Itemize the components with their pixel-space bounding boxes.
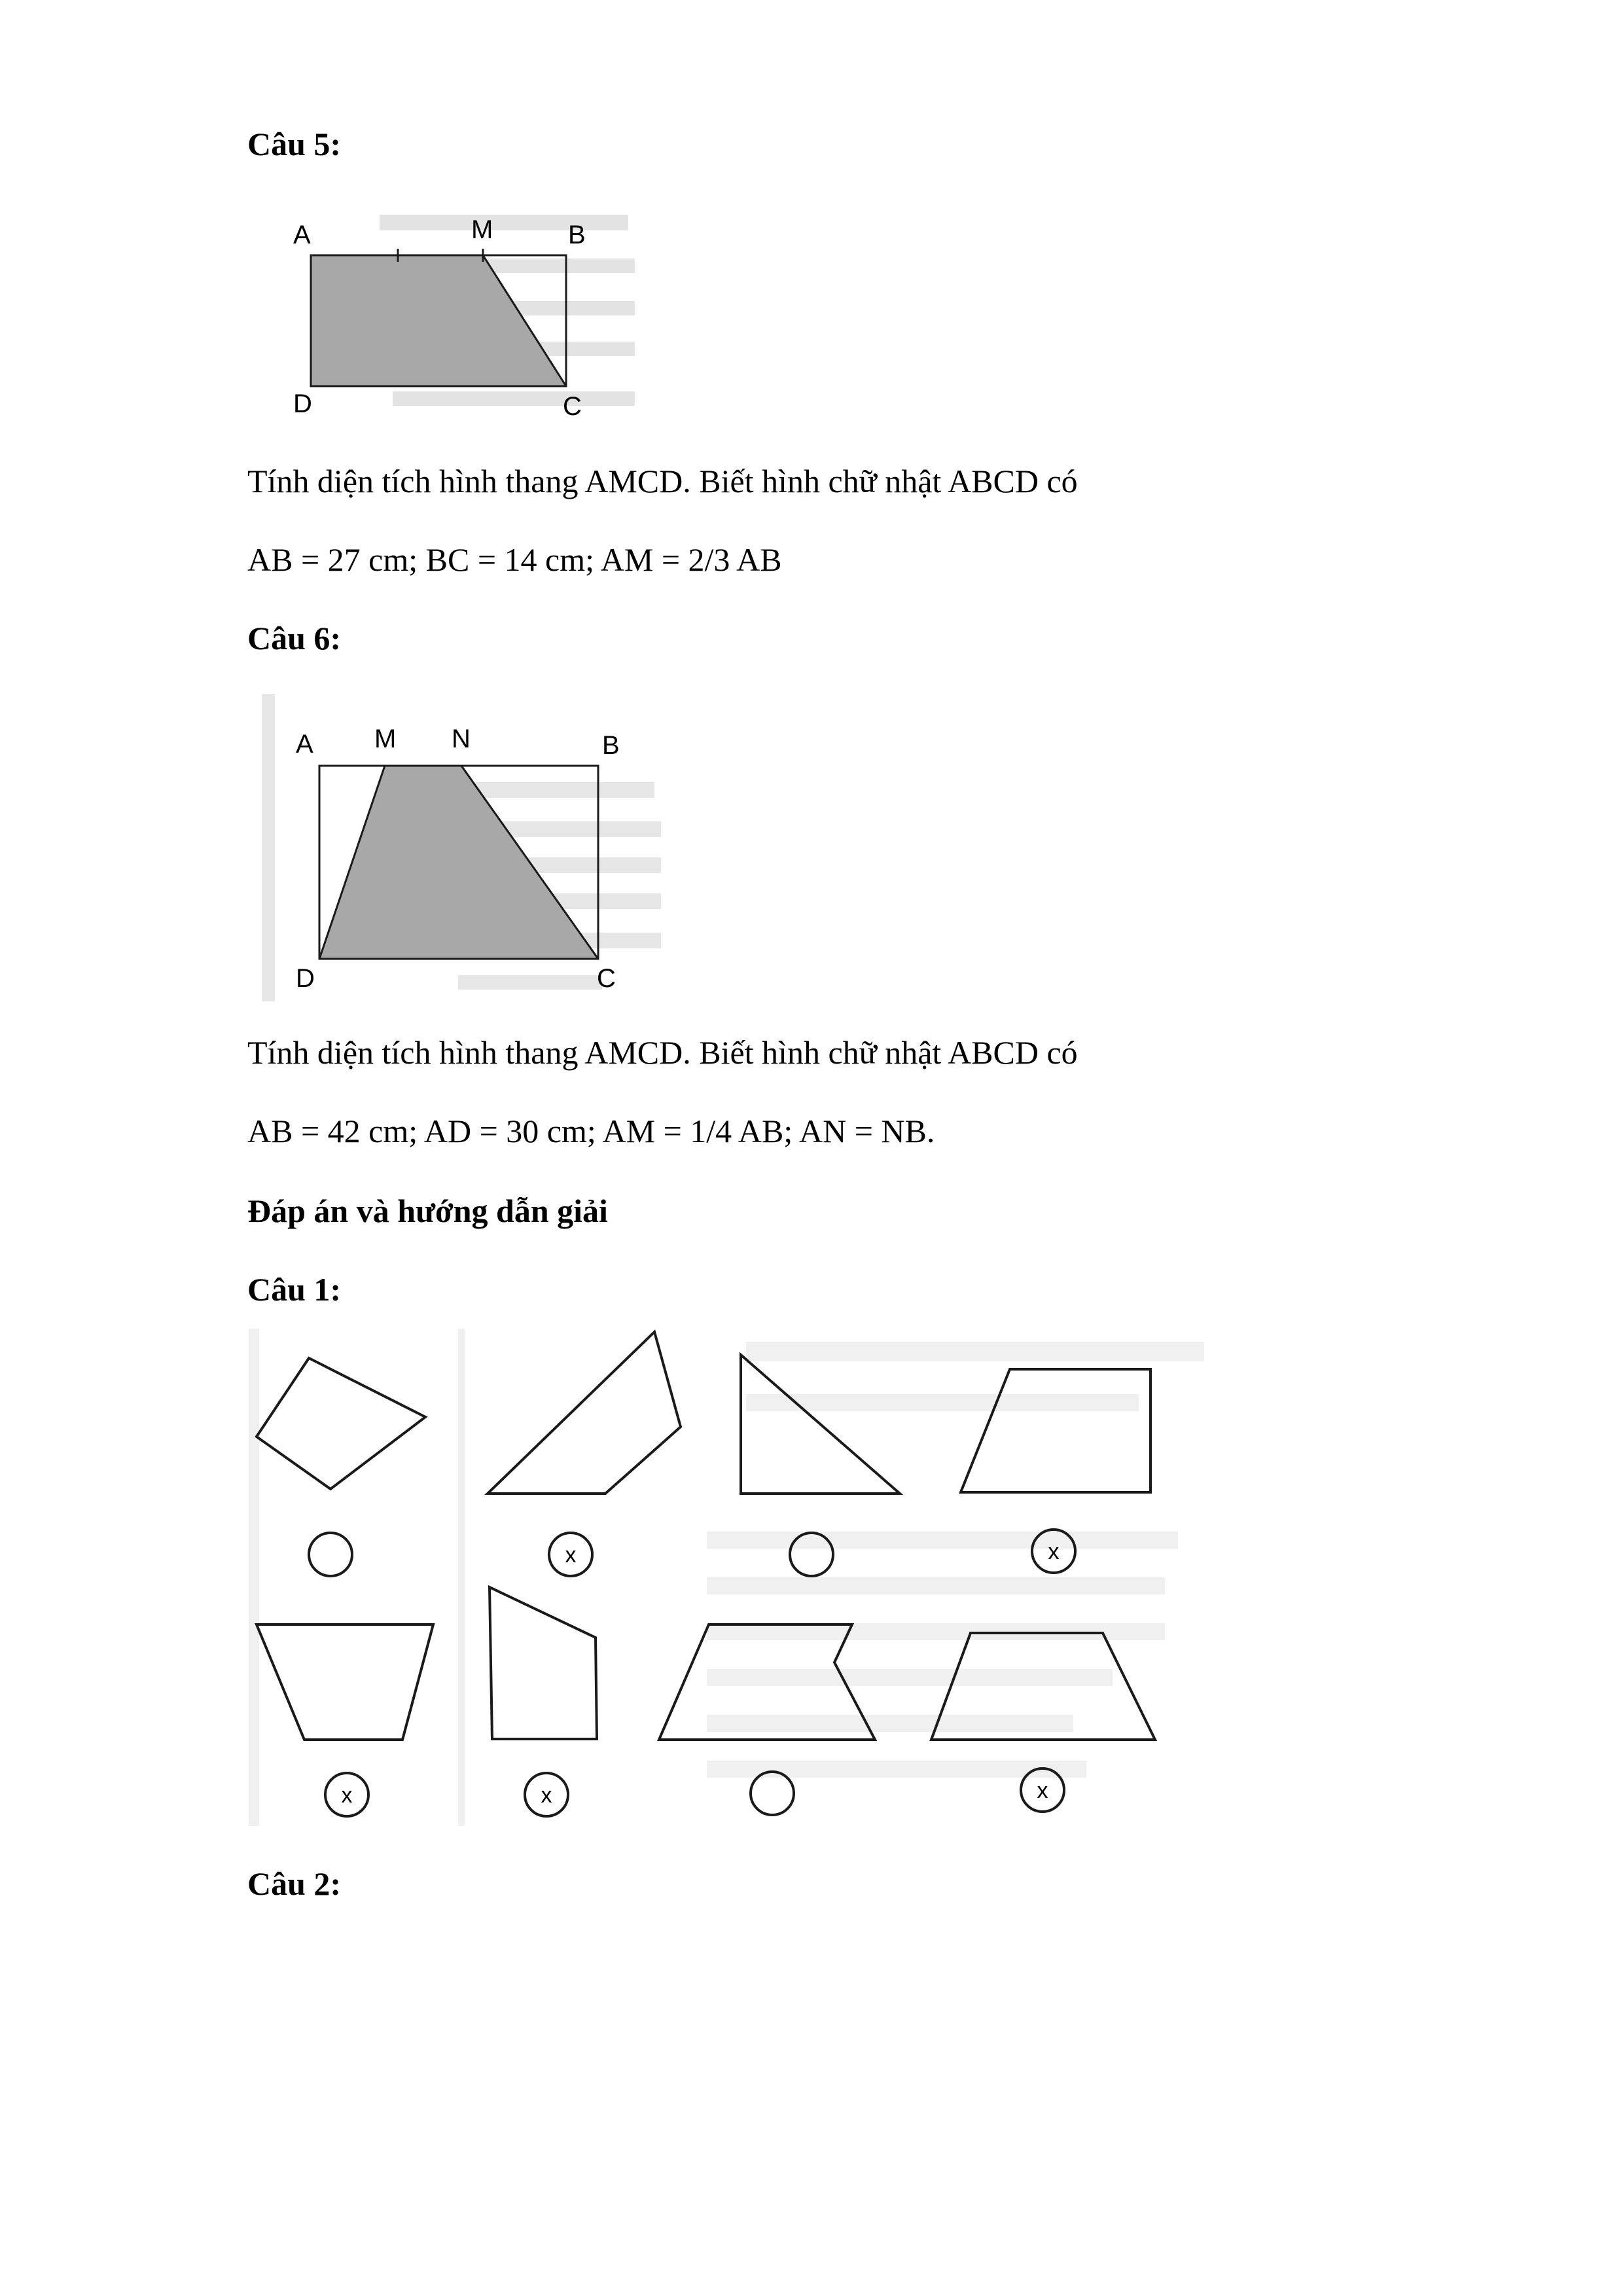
answer-mark: x [341,1783,353,1808]
q5-heading: Câu 5: [247,126,342,162]
answer-circle [751,1772,794,1815]
label-a: A [296,730,313,759]
scan-ghost-text [249,1329,1204,1826]
label-c: C [563,392,582,421]
label-c: C [597,964,616,993]
label-a: A [293,221,311,249]
answers-heading: Đáp án và hướng dẫn giải [247,1193,608,1229]
shape-4-trapezoid [961,1369,1150,1492]
q6-heading: Câu 6: [247,620,342,656]
label-n: N [452,725,471,753]
label-d: D [293,389,312,418]
q6-figure [262,694,668,1001]
answer-q1-shapes-figure [249,1329,1217,1826]
q6-text-2: AB = 42 cm; AD = 30 cm; AM = 1/4 AB; AN = NB. [247,1113,935,1149]
label-b: B [568,221,586,249]
label-m: M [374,725,397,753]
answer-mark: x [565,1543,577,1568]
label-b: B [602,731,620,760]
shape-5-trapezoid [257,1624,433,1740]
label-d: D [296,964,315,993]
shape-3-triangle [741,1355,900,1494]
answer-q1-heading: Câu 1: [247,1271,342,1308]
answer-mark: x [541,1783,552,1808]
q5-text-2: AB = 27 cm; BC = 14 cm; AM = 2/3 AB [247,541,782,578]
q5-text-1: Tính diện tích hình thang AMCD. Biết hình chữ nhật ABCD có [247,463,1078,499]
label-m: M [471,215,493,244]
q5-figure [262,196,641,425]
q6-text-1: Tính diện tích hình thang AMCD. Biết hình chữ nhật ABCD có [247,1034,1078,1071]
shape-2-trapezoid [488,1332,681,1494]
shape-1-quadrilateral [257,1358,425,1489]
answer-mark: x [1037,1778,1048,1803]
shaded-trapezoid-amcd [311,255,566,386]
answer-mark: x [1048,1539,1060,1564]
answer-q2-heading: Câu 2: [247,1865,342,1902]
answer-circle [309,1533,352,1576]
shape-6-quadrilateral [490,1587,597,1739]
